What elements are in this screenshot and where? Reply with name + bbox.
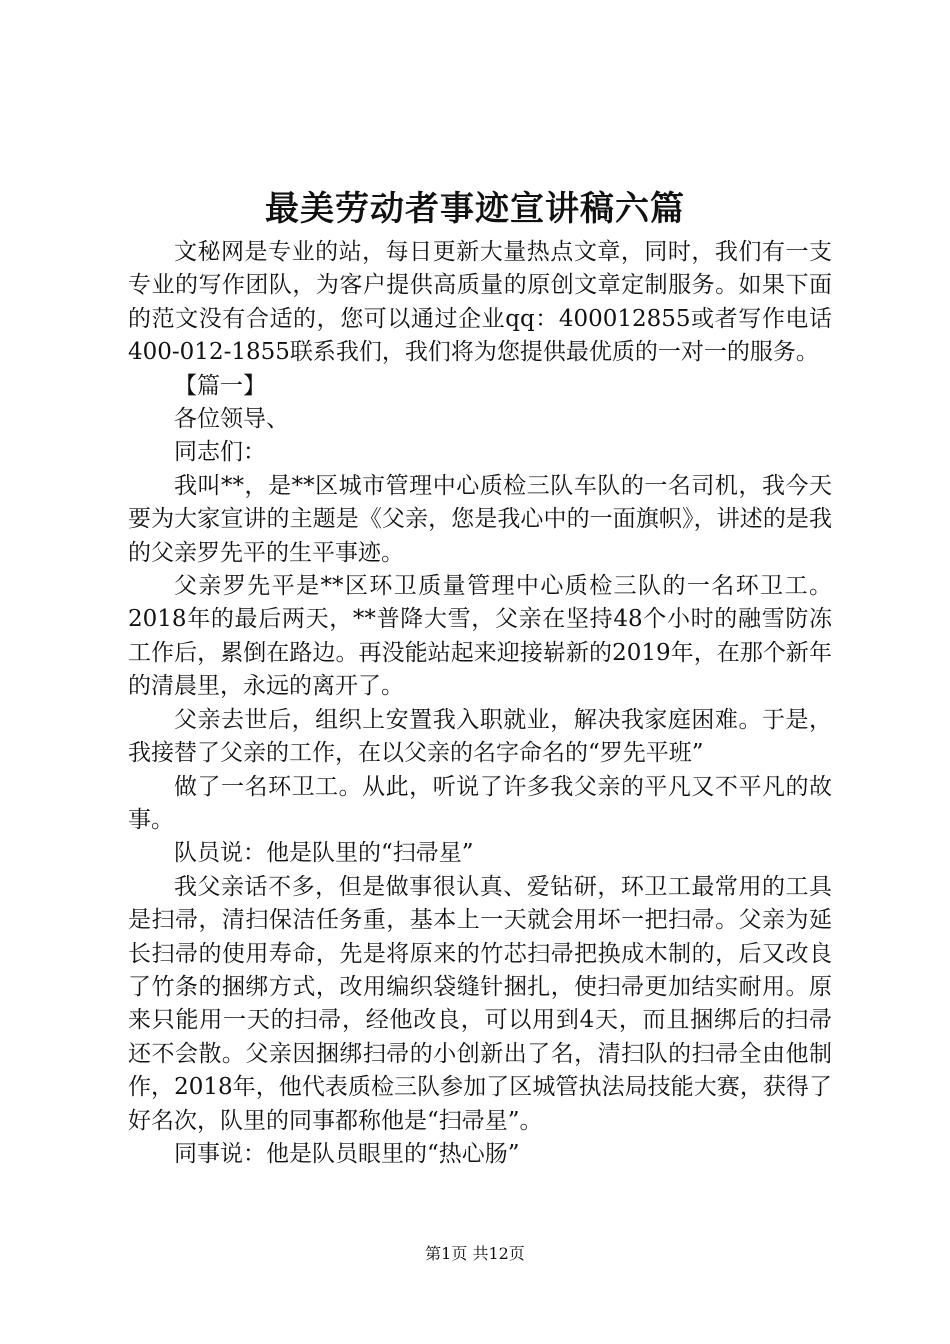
- paragraph-section-heading: 【篇一】: [174, 372, 266, 399]
- paragraph-subheading-warm-heart: 同事说：他是队员眼里的“热心肠”: [174, 1140, 520, 1167]
- document-body: [128, 236, 832, 1171]
- paragraph-intro: 文秘网是专业的站，每日更新大量热点文章，同时，我们有一支专业的写作团队，为客户提供高质量的原创文章定制服务。如果下面的范文没有合适的，您可以通过企业qq：400012855或者写作电话400-012-1855联系我们，我们将为您提供最优质的一对一的服务。: [128, 239, 832, 366]
- paragraph-became-worker: 做了一名环卫工。从此，听说了许多我父亲的平凡又不平凡的故事。: [128, 773, 832, 833]
- page-footer: 第1页 共12页: [425, 1244, 525, 1263]
- paragraph-after-passing: 父亲去世后，组织上安置我入职就业，解决我家庭困难。于是，我接替了父亲的工作，在以父亲的名字命名的“罗先平班”: [128, 706, 832, 767]
- paragraph-father-story: 父亲罗先平是**区环卫质量管理中心质检三队的一名环卫工。2018年的最后两天，**普降大雪，父亲在坚持48个小时的融雪防冻工作后，累倒在路边。再没能站起来迎接崭新的2019年，在那个新年的清晨里，永远的离开了。: [128, 573, 832, 700]
- paragraph-salutation-leaders: 各位领导、: [174, 406, 289, 433]
- paragraph-salutation-comrades: 同志们：: [174, 439, 266, 466]
- paragraph-subheading-broom-star: 队员说：他是队里的“扫帚星”: [174, 840, 474, 867]
- document-title: 最美劳动者事迹宣讲稿六篇: [265, 189, 685, 229]
- paragraph-broom-innovation: 我父亲话不多，但是做事很认真、爱钻研，环卫工最常用的工具是扫帚，清扫保洁任务重，基本上一天就会用坏一把扫帚。父亲为延长扫帚的使用寿命，先是将原来的竹芯扫帚把换成木制的，后又改良了竹条的捆绑方式，改用编织袋缝针捆扎，使扫帚更加结实耐用。原来只能用一天的扫帚，经他改良，可以用到4天，而且捆绑后的扫帚还不会散。父亲因捆绑扫帚的小创新出了名，清扫队的扫帚全由他制作，2018年，他代表质检三队参加了区城管执法局技能大赛，获得了好名次，队里的同事都称他是“扫帚星”。: [128, 873, 832, 1134]
- paragraph-self-introduction: 我叫**，是**区城市管理中心质检三队车队的一名司机，我今天要为大家宣讲的主题是《父亲，您是我心中的一面旗帜》，讲述的是我的父亲罗先平的生平事迹。: [128, 472, 832, 566]
